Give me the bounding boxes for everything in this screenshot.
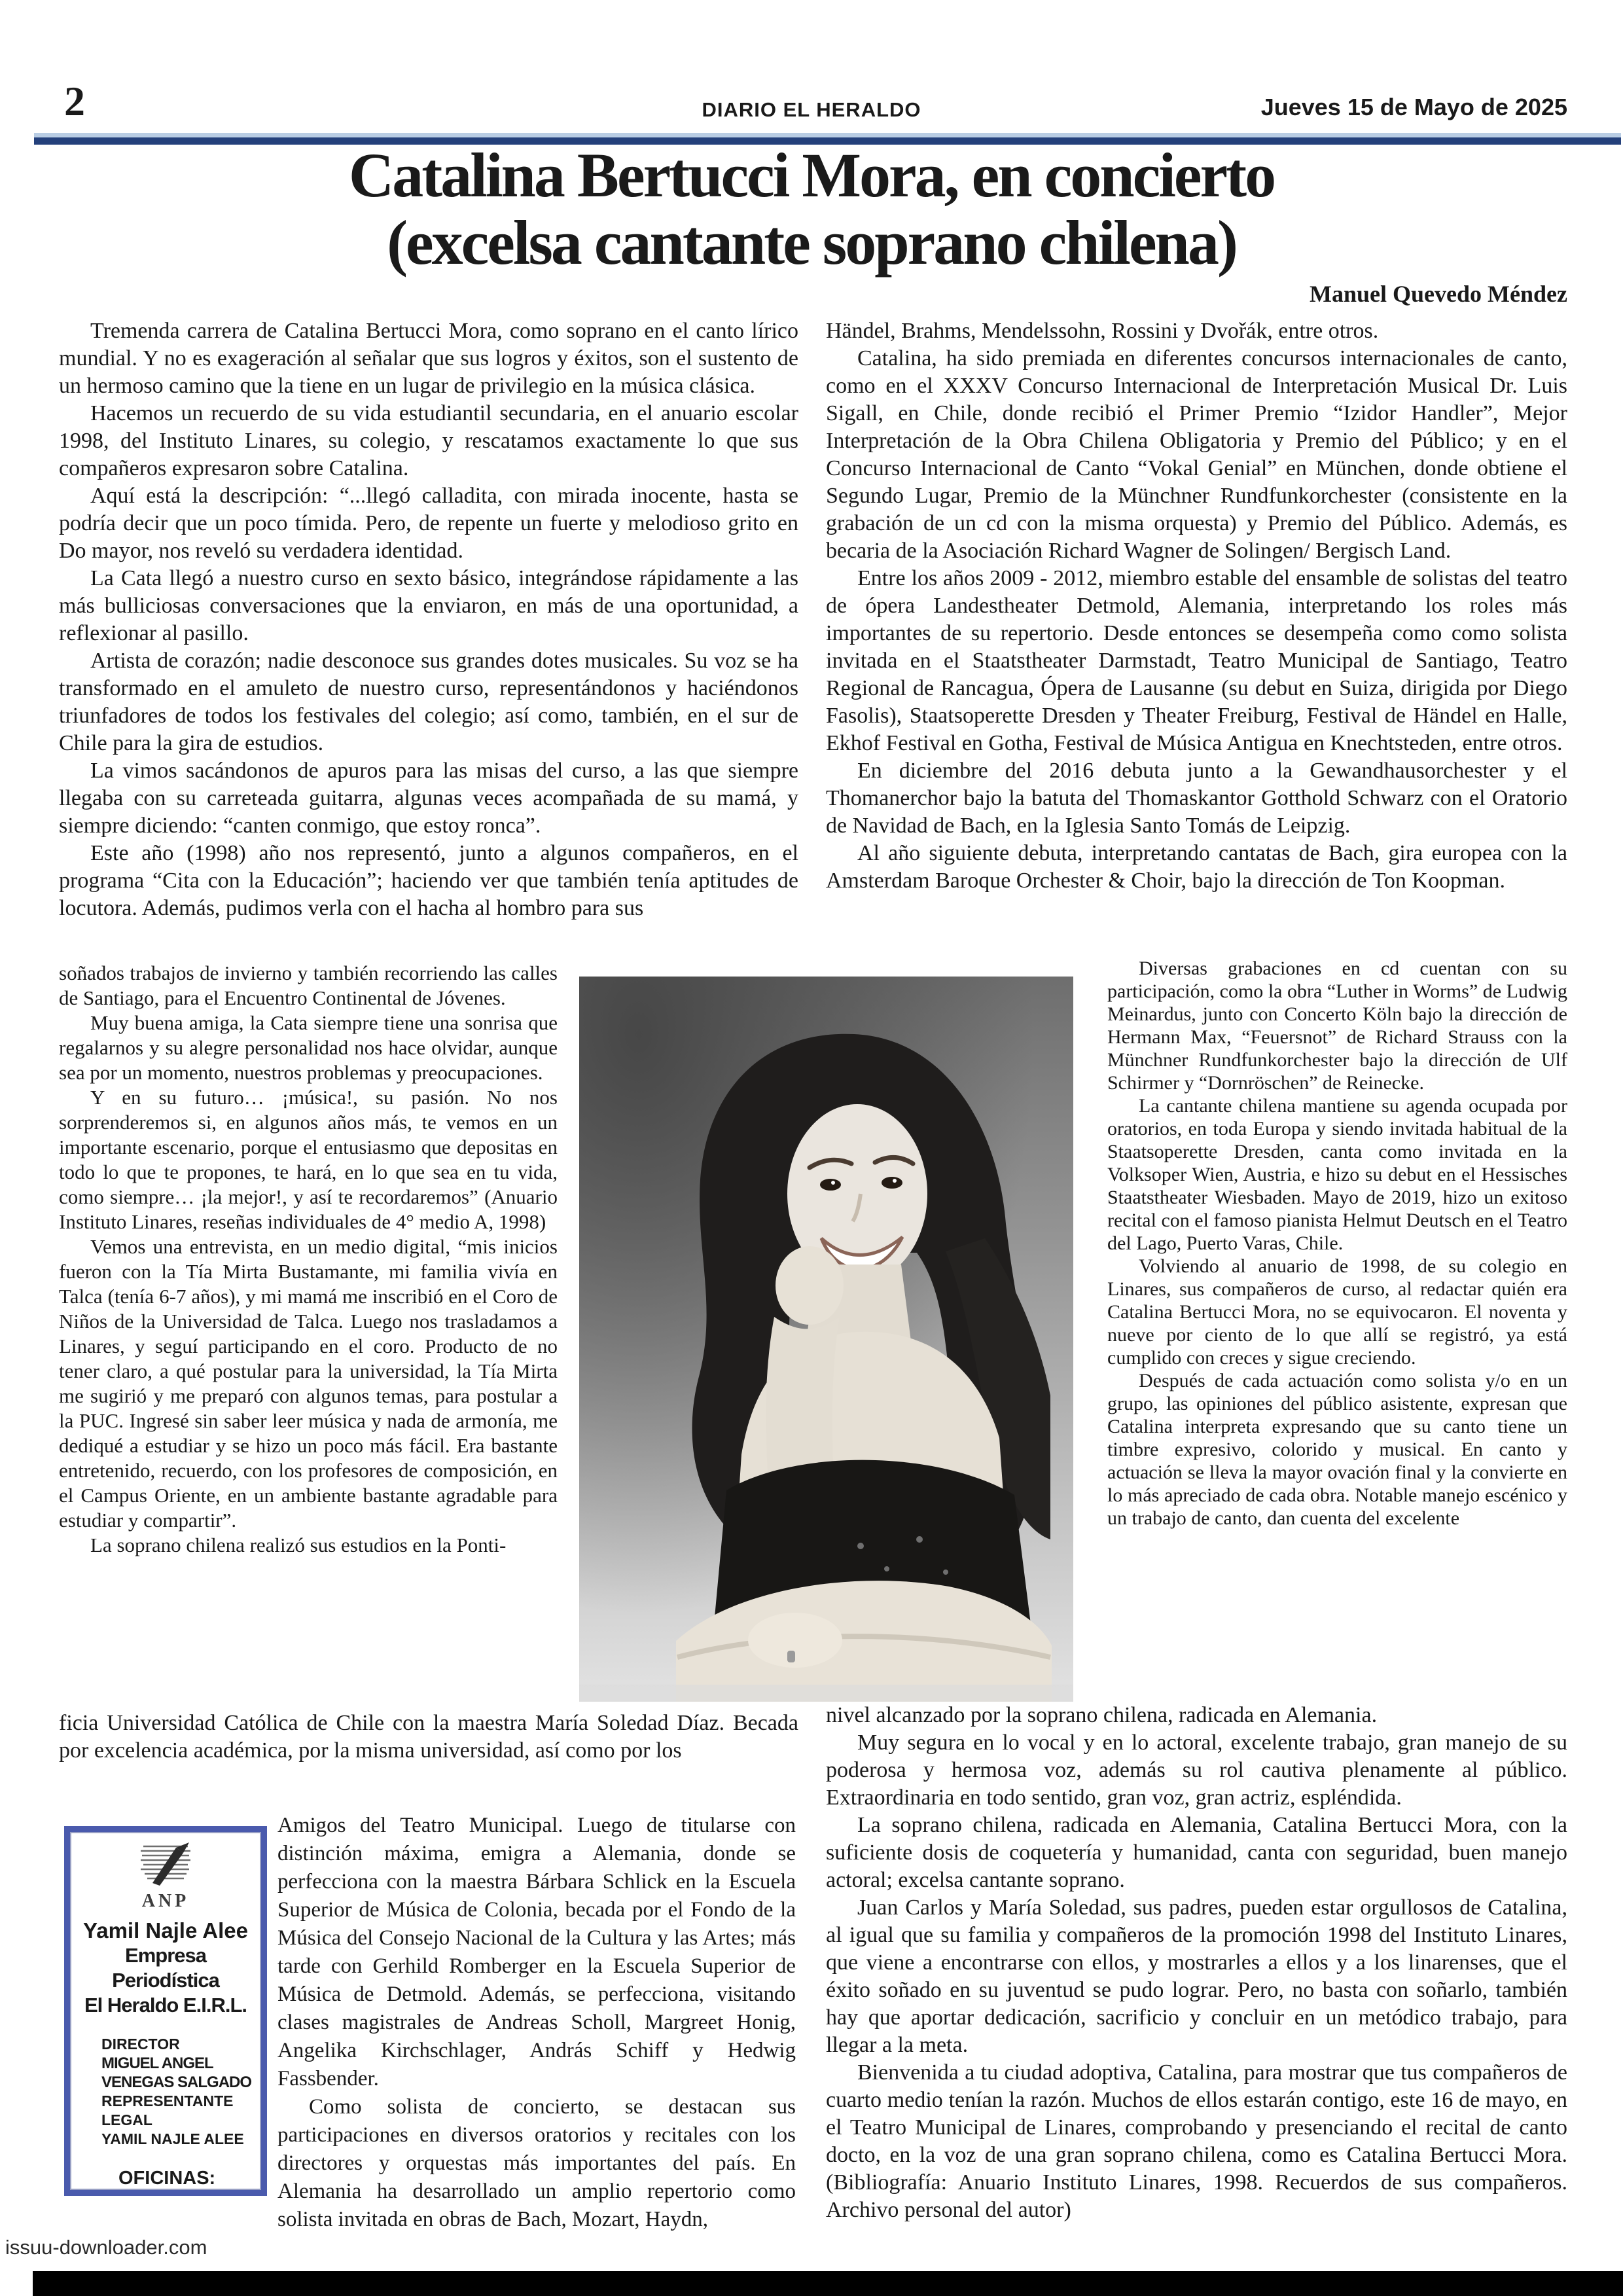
column-left-top xyxy=(59,317,798,922)
bottom-black-bar xyxy=(33,2271,1623,2296)
article-paragraph: La vimos sacándonos de apuros para las misas del curso, a las que siempre llegaba con su carreteada guitarra, algunas veces acompañada de su mamá, y siempre diciendo: “canten conmigo, que estoy ronca”. xyxy=(59,759,798,838)
article-paragraph: Tremenda carrera de Catalina Bertucci Mora, como soprano en el canto lírico mundial. Y no es exageración al señalar que sus logros y éxitos, son el sustento de un hermoso camino que la tiene en un lugar de privilegio en la música clásica. xyxy=(59,319,798,398)
article-paragraph: Y en su futuro… ¡música!, su pasión. No nos sorprenderemos si, en algunos años más, te vemos en un importante escenario, porque el entusiasmo que depositas en todo lo que te propones, te hará, en lo que sea en tu vida, como siempre… ¡la mejor!, y así te recordaremos” (Anuario Instituto Linares, reseñas individuales de 4° medio A, 1998) xyxy=(59,1086,558,1233)
publisher-company-line2: El Heraldo E.I.R.L. xyxy=(84,1994,247,2017)
article-paragraph: Hacemos un recuerdo de su vida estudiantil secundaria, en el anuario escolar 1998, del Instituto Linares, su colegio, y rescatamos exactamente lo que sus compañeros expresaron sobre Catalina. xyxy=(59,401,798,480)
column-left-beside-adbox xyxy=(277,1812,796,2234)
headline-line-1: Catalina Bertucci Mora, en concierto xyxy=(348,140,1275,210)
article-paragraph: Después de cada actuación como solista y/o en un grupo, las opiniones del público asistente, expresan que Catalina interpreta expresando que su canto tiene un timbre expresivo, colorido y musical. En canto y actuación se lleva la mayor ovación final y la convierte en lo más apreciado de cada obra. Notable manejo escénico y un trabajo de canto, dan cuenta del excelente xyxy=(1107,1370,1567,1529)
offices-label: OFICINAS: xyxy=(118,2168,216,2189)
publisher-company-line1: Empresa Periodística xyxy=(112,1944,219,1992)
article-paragraph: Händel, Brahms, Mendelssohn, Rossini y Dvořák, entre otros. xyxy=(826,319,1379,343)
legal-rep-label: REPRESENTANTE LEGAL xyxy=(101,2092,234,2128)
article-headline xyxy=(164,141,1459,276)
anp-logo-icon xyxy=(70,1839,261,1895)
article-paragraph: La cantante chilena mantiene su agenda ocupada por oratorios, en toda Europa y siendo invitada habitual de la Staatsoperette Dresden, canta como invitada en la Volksoper Wien, Austria, e hizo su debut en el Hessisches Staatstheater Wiesbaden. Mayo de 2019, hizo un exitoso recital con el famoso pianista Helmut Deutsch en el Teatro del Lago, Puerto Varas, Chile. xyxy=(1107,1095,1567,1254)
article-byline: Manuel Quevedo Méndez xyxy=(1310,281,1567,307)
article-paragraph: Volviendo al anuario de 1998, de su colegio en Linares, sus compañeros de curso, al redactar quién era Catalina Bertucci Mora, no se equivocaron. El noventa y nueve por ciento de lo que allí se registró, ya está cumplido con creces y sigue creciendo. xyxy=(1107,1255,1567,1369)
article-paragraph: Amigos del Teatro Municipal. Luego de titularse con distinción máxima, emigra a Alemania, donde se perfecciona con la maestra Bárbara Schlick en la Escuela Superior de Música de Colonia, becada por el Fondo de la Música del Consejo Nacional de la Cultura y las Artes; más tarde con Gerhild Romberger en la Escuela Superior de Música de Detmold. Además, se perfecciona, visitando clases magistrales de Andreas Scholl, Margreet Honig, Angelika Kirchschlager, András Schiff y Hedwig Fassbender. xyxy=(277,1814,796,2090)
watermark-text: issuu-downloader.com xyxy=(5,2236,207,2259)
publisher-owner-name: Yamil Najle Alee xyxy=(83,1918,248,1943)
header-rule-light xyxy=(34,133,1621,137)
article-paragraph: Como solista de concierto, se destacan sus participaciones en diversos oratorios y recitales con los directores y orquestas más importantes del país. En Alemania ha desarrollado un amplio repertorio como solista invitada en obras de Bach, Mozart, Haydn, xyxy=(277,2095,796,2231)
article-paragraph: La Cata llegó a nuestro curso en sexto básico, integrándose rápidamente a las más bulliciosas conversaciones que la enviaron, en más de una oportunidad, a reflexionar al pasillo. xyxy=(59,566,798,645)
article-paragraph: Muy buena amiga, la Cata siempre tiene una sonrisa que regalarnos y su alegre personalidad nos hace olvidar, aunque sea por un momento, nuestros problemas y preocupaciones. xyxy=(59,1011,558,1084)
article-paragraph: Entre los años 2009 - 2012, miembro estable del ensamble de solistas del teatro de ópera Landestheater Detmold, Alemania, interpretando los roles más importantes de su repertorio. Desde entonces se desempeña como como solista invitada en el Staatstheater Darmstadt, Teatro Municipal de Santiago, Teatro Regional de Rancagua, Ópera de Lausanne (su debut en Suiza, dirigida por Diego Fasolis), Staatsoperette Dresden y Theater Freiburg, Festival de Händel en Halle, Ekhof Festival en Gotha, Festival de Música Antigua en Knechtsteden, entre otros. xyxy=(826,566,1567,755)
article-paragraph: La soprano chilena realizó sus estudios en la Ponti- xyxy=(90,1534,507,1556)
column-right-top xyxy=(826,317,1567,895)
column-left-beside-photo xyxy=(59,961,558,1558)
portrait-photo xyxy=(579,977,1073,1702)
article-paragraph: soñados trabajos de invierno y también recorriendo las calles de Santiago, para el Encuentro Continental de Jóvenes. xyxy=(59,961,558,1009)
article-paragraph: Este año (1998) año nos representó, junto a algunos compañeros, en el programa “Cita con la Educación”; haciendo ver que también tenía aptitudes de locutora. Además, pudimos verla con el hacha al hombro para sus xyxy=(59,841,798,920)
article-paragraph: En diciembre del 2016 debuta junto a la Gewandhausorchester y el Thomanerchor bajo la batuta del Thomaskantor Gotthold Schwarz con el Oratorio de Navidad de Bach, en la Iglesia Santo Tomás de Leipzig. xyxy=(826,759,1567,838)
article-paragraph: Vemos una entrevista, en un medio digital, “mis inicios fueron con la Tía Mirta Bustamante, mi familia vivía en Talca (tenía 6-7 años), y mi mamá me inscribió en el Coro de Niños de la Universidad de Talca. Luego nos trasladamos a Linares, y seguí participando en el coro. Producto de no tener claro, a qué postular para la universidad, la Tía Mirta me sugirió y me preparó con algunos temas, para postular a la PUC. Ingresé sin saber leer música y nada de armonía, me dediqué a estudiar y se hizo un poco más fácil. Era bastante entretenido, recuerdo, con los profesores de composición, en el Campus Oriente, en un ambiente bastante agradable para estudiar y compartir”. xyxy=(59,1235,558,1532)
publisher-staff-block xyxy=(70,2035,261,2149)
article-paragraph: Aquí está la descripción: “...llegó calladita, con mirada inocente, hasta se podría decir que un poco tímida. Pero, de repente un fuerte y melodioso grito en Do mayor, nos reveló su verdadera identidad. xyxy=(59,484,798,563)
column-right-beside-photo xyxy=(1107,957,1567,1530)
newspaper-name: DIARIO EL HERALDO xyxy=(702,98,921,121)
director-label: DIRECTOR xyxy=(101,2036,180,2053)
article-paragraph: Catalina, ha sido premiada en diferentes concursos internacionales de canto, como en el XXXV Concurso Internacional de Interpretación Musical Dr. Luis Sigall, en Chile, donde recibió el Primer Premio “Izidor Handler”, Mejor Interpretación de la Obra Chilena Obligatoria y Premio del Público; y en el Concurso Internacional de Canto “Vokal Genial” en München, donde obtiene el Segundo Lugar, Premio de la Münchner Rundfunkorchester (consistente en la grabación de un cd con la misma orquesta) y Premio del Público. Además, es becaria de la Asociación Richard Wagner de Solingen/ Bergisch Land. xyxy=(826,346,1567,563)
publisher-info-box xyxy=(64,1826,267,2196)
director-name: MIGUEL ANGEL VENEGAS SALGADO xyxy=(101,2054,252,2091)
anp-logo-label: ANP xyxy=(141,1891,190,1911)
issue-date: Jueves 15 de Mayo de 2025 xyxy=(1260,94,1567,120)
article-paragraph: La soprano chilena, radicada en Alemania, Catalina Bertucci Mora, con la suficiente dosis de coquetería y humanidad, canta con seguridad, buen manejo actoral; excelsa cantante soprano. xyxy=(826,1813,1567,1892)
article-paragraph: nivel alcanzado por la soprano chilena, radicada en Alemania. xyxy=(826,1703,1378,1727)
legal-rep-name: YAMIL NAJLE ALEE xyxy=(101,2130,244,2147)
article-paragraph: Diversas grabaciones en cd cuentan con su participación, como la obra “Luther in Worms” de Ludwig Meinardus, junto con Concerto Köln bajo la dirección de Hermann Max, “Feuersnot” de Richard Strauss con la Münchner Rundfunkorchester bajo la dirección de Ulf Schirmer y “Dornröschen” de Reinecke. xyxy=(1107,958,1567,1094)
article-paragraph: Artista de corazón; nadie desconoce sus grandes dotes musicales. Su voz se ha transformado en el amuleto de nuestro curso, representándonos y haciéndonos triunfadores de todos los festivales del colegio; así como, también, en el sur de Chile para la gira de estudios. xyxy=(59,649,798,755)
article-paragraph: Bienvenida a tu ciudad adoptiva, Catalina, para mostrar que tus compañeros de cuarto medio tenían la razón. Muchos de ellos estarán contigo, este 16 de mayo, en el Teatro Municipal de Linares, comprobando y presenciando el recital de canto docto, en la voz de una gran soprano chilena, como es Catalina Bertucci Mora. (Bibliografía: Anuario Instituto Linares, 1998. Recuerdos de sus compañeros. Archivo personal del autor) xyxy=(826,2060,1567,2222)
page-number: 2 xyxy=(64,78,85,124)
article-paragraph: Juan Carlos y María Soledad, sus padres, pueden estar orgullosos de Catalina, al igual que su familia y compañeros de la promoción 1998 del Instituto Linares, que viene a encontrarse con ellos, y mostrarles a ellos y a los linarenses, que el éxito soñado en su juventud se pudo lograr. Pero, no basta con soñarlo, también hay que aportar dedicación, sacrificio y concluir en un metódico trabajo, para llegar a la meta. xyxy=(826,1895,1567,2057)
article-paragraph: ficia Universidad Católica de Chile con la maestra María Soledad Díaz. Becada por excelencia académica, por la misma universidad, así como por los xyxy=(59,1711,798,1763)
portrait-photo-image xyxy=(579,977,1073,1702)
article-paragraph: Al año siguiente debuta, interpretando cantatas de Bach, gira europea con la Amsterdam Baroque Orchester & Choir, bajo la dirección de Ton Koopman. xyxy=(826,841,1567,893)
publisher-offices-block xyxy=(70,2167,261,2196)
column-right-bottom xyxy=(826,1702,1567,2224)
offices-address xyxy=(118,2190,261,2196)
column-left-below-photo xyxy=(59,1710,798,1765)
headline-line-2: (excelsa cantante soprano chilena) xyxy=(387,207,1236,278)
article-paragraph: Muy segura en lo vocal y en lo actoral, excelente trabajo, gran manejo de su poderosa y hermosa voz, además su rol cautiva plenamente al público. Extraordinaria en todo sentido, gran voz, gran actriz, espléndida. xyxy=(826,1731,1567,1810)
